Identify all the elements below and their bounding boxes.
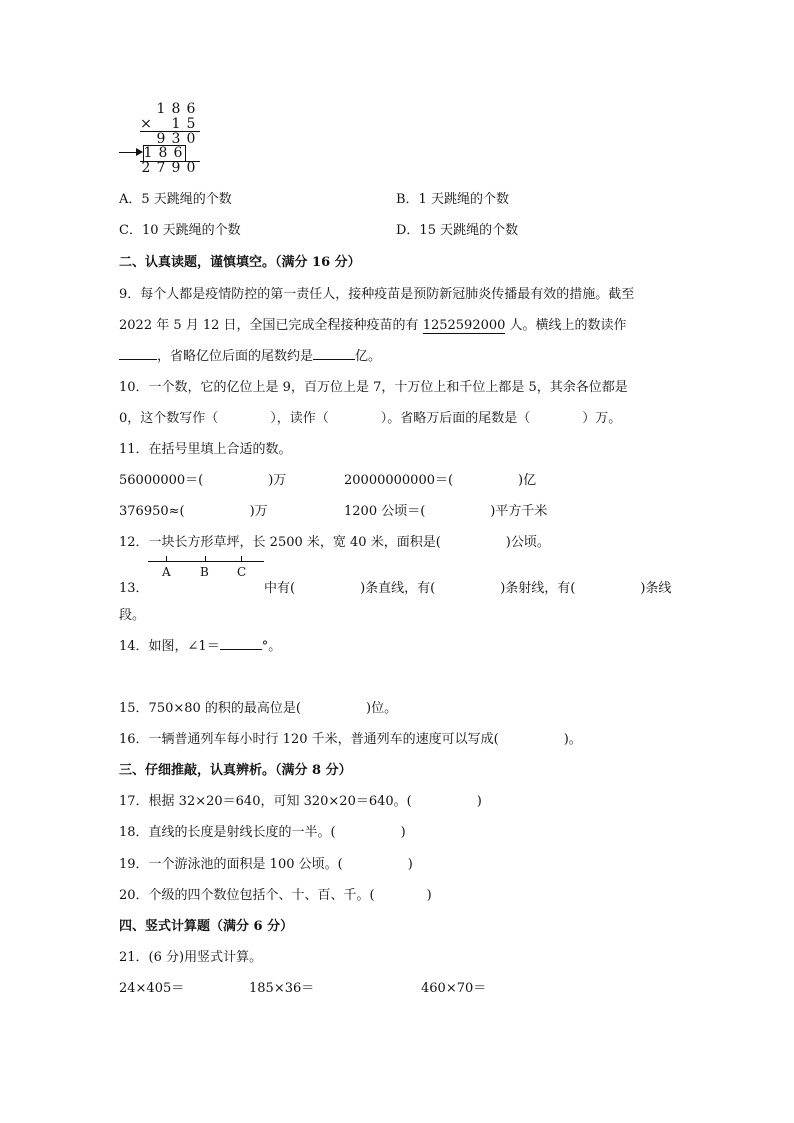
q9-line2: [119, 314, 627, 333]
answer-blank[interactable]: [220, 648, 262, 650]
q11-title: 11．在括号里填上合适的数。: [119, 442, 292, 457]
calc-digit: 0: [186, 160, 196, 176]
q10-line1: 10．一个数，它的亿位上是 9，百万位上是 7，十万位上和千位上都是 5，其余各位都是: [119, 380, 628, 395]
section-2-title: 二、认真读题，谨慎填空。（满分 16 分）: [119, 255, 361, 270]
calc-digit: 7: [156, 160, 166, 176]
point-tick: [241, 556, 242, 561]
q11-c: 376950≈( )万: [119, 504, 268, 519]
calc-digit: 1: [156, 101, 166, 117]
q16: 16．一辆普通列车每小时行 120 千米，普通列车的速度可以写成( )。: [119, 732, 582, 747]
q10-line2: 0，这个数写作（ ），读作（ ）。省略万后面的尾数是（ ）万。: [119, 411, 622, 426]
q13-number: 13．: [119, 581, 149, 596]
calc-digit: 9: [156, 131, 166, 147]
answer-blank[interactable]: [313, 358, 355, 360]
option-d: D．15 天跳绳的个数: [396, 223, 519, 238]
q14-text: 14．如图，∠1＝: [119, 639, 220, 654]
option-a: A．5 天跳绳的个数: [119, 192, 232, 207]
calc-digit: 8: [158, 145, 168, 161]
calc-digit: 2: [141, 160, 151, 176]
point-c-label: C: [237, 565, 247, 579]
point-tick: [166, 556, 167, 561]
q21-title: 21．(6 分)用竖式计算。: [119, 950, 263, 965]
calc-digit: 3: [171, 131, 181, 147]
calc-digit: 8: [171, 101, 181, 117]
q18: 18．直线的长度是射线长度的一半。( ): [119, 825, 406, 840]
answer-blank[interactable]: [119, 358, 157, 360]
q11-b: 20000000000＝( )亿: [344, 473, 537, 488]
point-b-label: B: [200, 565, 209, 579]
calc-digit: 6: [173, 145, 183, 161]
q11-d: 1200 公顷＝( )平方千米: [344, 504, 548, 519]
q9-line3: [119, 345, 381, 364]
q14-text: °。: [261, 639, 282, 654]
calc-digit: 0: [186, 131, 196, 147]
q13-text2: 段。: [119, 608, 146, 623]
q9-text: 人。横线上的数读作: [505, 318, 627, 333]
q9-text: 2022 年 5 月 12 日，全国已完成全程接种疫苗的有: [119, 318, 423, 333]
point-a-label: A: [162, 565, 171, 579]
point-tick: [205, 556, 206, 561]
q20: 20．个级的四个数位包括个、十、百、千。( ): [119, 888, 432, 903]
multiply-sign: ×: [140, 116, 152, 132]
q21-b: 185×36＝: [249, 981, 315, 996]
calc-digit: 1: [143, 145, 153, 161]
calc-digit: 5: [186, 116, 196, 132]
option-b: B．1 天跳绳的个数: [396, 192, 509, 207]
q21-c: 460×70＝: [421, 981, 487, 996]
q13-text: 中有( )条直线，有( )条射线，有( )条线: [264, 581, 672, 596]
option-c: C．10 天跳绳的个数: [119, 223, 241, 238]
q11-a: 56000000＝( )万: [119, 473, 287, 488]
calc-digit: 6: [186, 101, 196, 117]
q17: 17．根据 32×20＝640，可知 320×20＝640。( ): [119, 794, 482, 809]
q14: [119, 635, 281, 654]
section-3-title: 三、仔细推敲，认真辨析。（满分 8 分）: [119, 763, 352, 778]
q19: 19．一个游泳池的面积是 100 公顷。( ): [119, 857, 413, 872]
q9-text: ，省略亿位后面的尾数约是: [157, 349, 314, 364]
q21-a: 24×405＝: [119, 981, 185, 996]
calc-digit: 9: [171, 160, 181, 176]
calc-digit: 1: [171, 116, 181, 132]
q12: 12．一块长方形草坪，长 2500 米，宽 40 米，面积是( )公顷。: [119, 535, 550, 550]
q9-text: 亿。: [355, 349, 382, 364]
q9-number: 1252592000: [422, 318, 506, 333]
line-figure: [148, 561, 264, 562]
section-4-title: 四、竖式计算题（满分 6 分）: [119, 919, 294, 934]
q15: 15．750×80 的积的最高位是( )位。: [119, 701, 398, 716]
q9-line1: 9．每个人都是疫情防控的第一责任人，接种疫苗是预防新冠肺炎传播最有效的措施。截至: [119, 287, 635, 302]
